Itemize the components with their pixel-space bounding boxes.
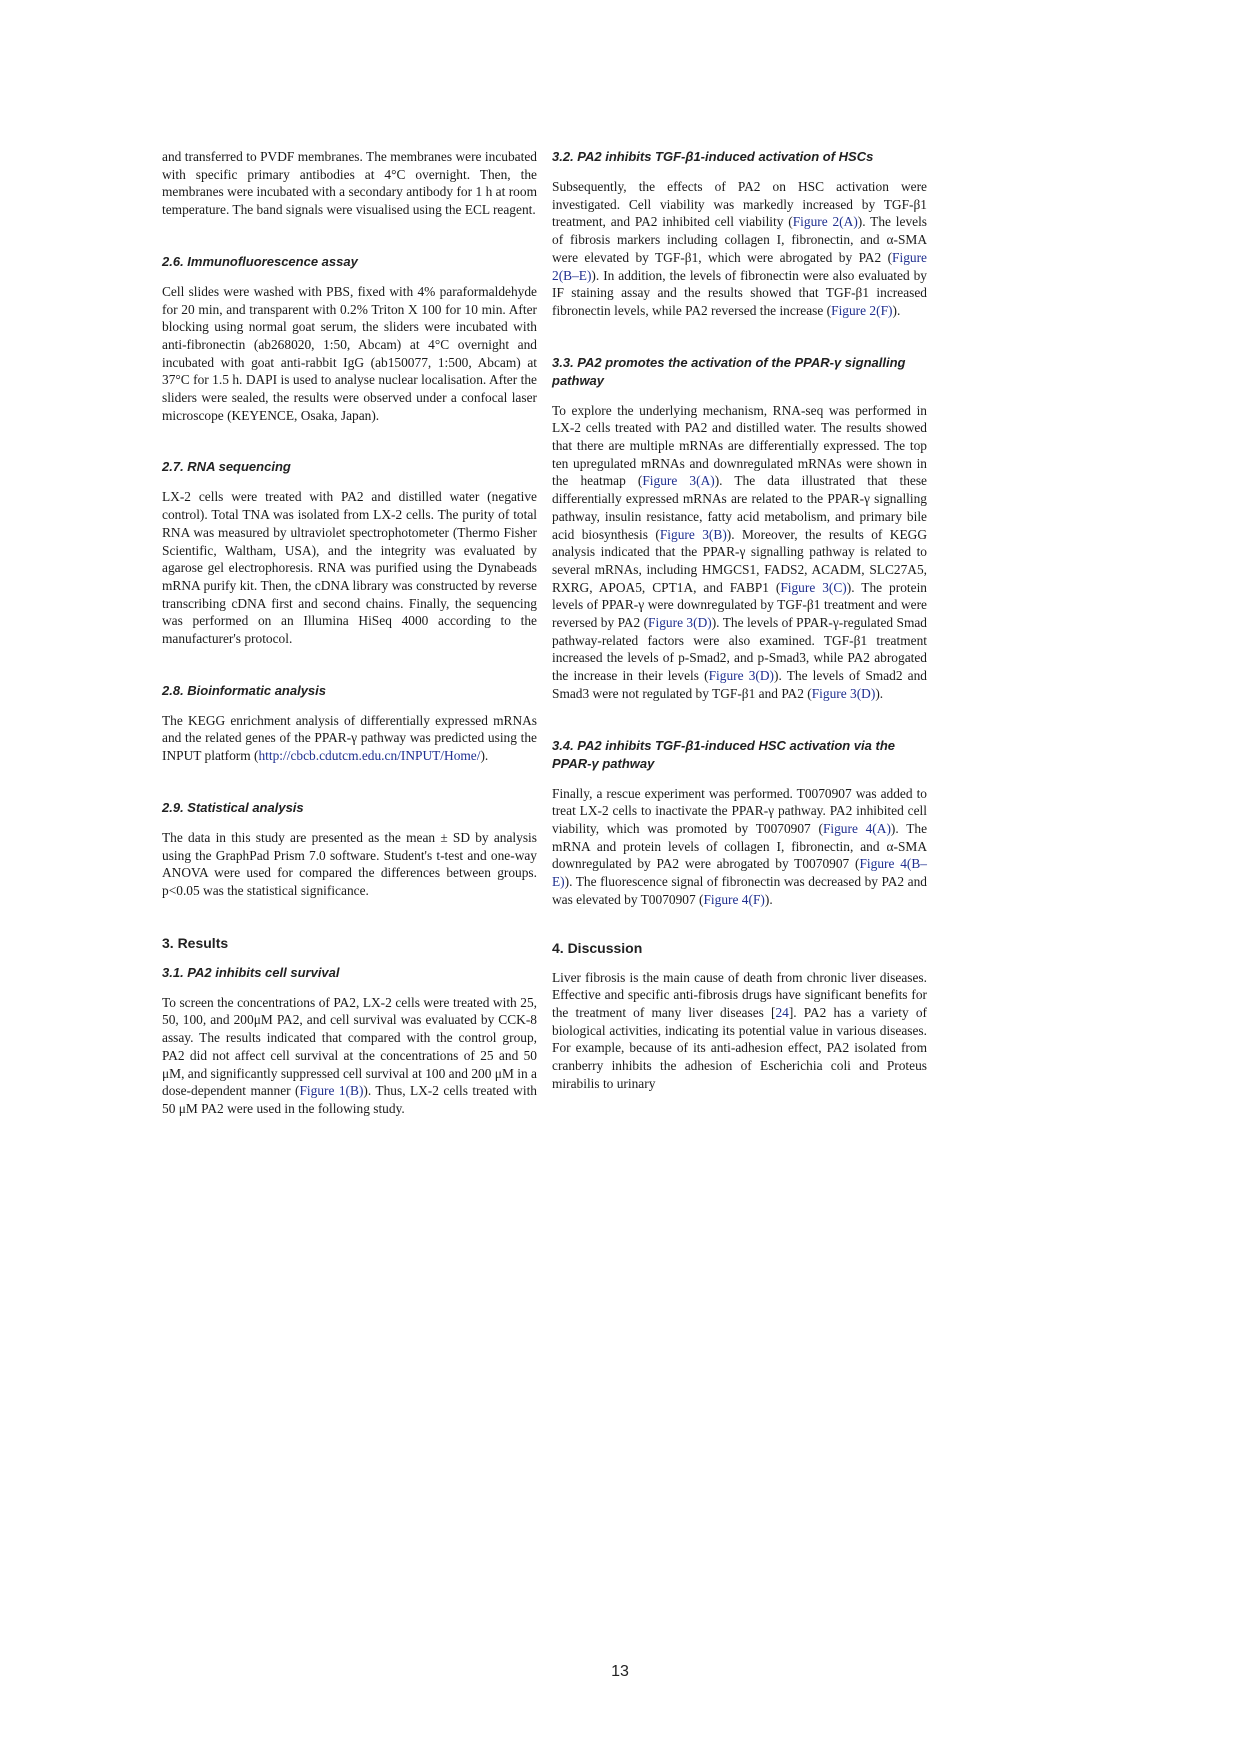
figure-ref-link[interactable]: Figure 4(F) — [703, 891, 765, 907]
figure-ref-link[interactable]: Figure 3(D) — [811, 685, 876, 701]
figure-ref-link[interactable]: Figure 4(A) — [822, 820, 891, 836]
section-3-4-heading: 3.4. PA2 inhibits TGF-β1-induced HSC activation via the PPAR-γ pathway — [552, 737, 895, 771]
figure-ref-link[interactable]: Figure 3(D) — [648, 615, 712, 631]
section-2-9-body: The data in this study are presented as the mean ± SD by analysis using the GraphPad Prism 7.0 software. Student's t-test and one-way ANOVA were used for compared the differences between groups. p<0.05 was the statistical significance. — [162, 829, 537, 898]
input-platform-link[interactable]: http://cbcb.cdutcm.edu.cn/INPUT/Home/ — [258, 748, 481, 764]
section-3-4-body: Finally, a rescue experiment was performed. T0070907 was added to treat LX-2 cells to inactivate the PPAR-γ pathway. PA2 inhibited cell viability, which was promoted by T0070907 (Figure 4(A)). The mRNA and protein levels of collagen I, fibronectin, and α-SMA downregulated by PA2 were abrogated by T0070907 (Figure 4(B–E)). The fluorescence signal of fibronectin was decreased by PA2 and was elevated by T0070907 (Figure 4(F)). — [552, 785, 928, 907]
section-3-3-body: To explore the underlying mechanism, RNA-seq was performed in LX-2 cells treated with PA2 and distilled water. The results showed that there are multiple mRNAs are differentially expressed. The top ten upregulated mRNAs and downregulated mRNAs were shown in the heatmap (Figure 3(A)). The data illustrated that these differentially expressed mRNAs are related to the PPAR-γ signalling pathway, insulin resistance, fatty acid metabolism, and primary bile acid biosynthesis (Figure 3(B)). Moreover, the results of KEGG analysis indicated that the PPAR-γ signalling pathway is related to several mRNAs, including HMGCS1, FADS2, ACADM, SLC27A5, RXRG, APOA5, CPT1A, and FABP1 (Figure 3(C)). The protein levels of PPAR-γ were downregulated by TGF-β1 treatment and were reversed by PA2 (Figure 3(D)). The levels of PPAR-γ-regulated Smad pathway-related factors were also examined. TGF-β1 treatment increased the levels of p-Smad2, and p-Smad3, while PA2 abrogated the increase in their levels (Figure 3(D)). The levels of Smad2 and Smad3 were not regulated by TGF-β1 and PA2 (Figure 3(D)). — [552, 402, 928, 701]
section-3-2-heading: 3.2. PA2 inhibits TGF-β1-induced activation of HSCs — [552, 149, 874, 164]
section-2-7-body: LX-2 cells were treated with PA2 and distilled water (negative control). Total TNA was isolated from LX-2 cells. The purity of total RNA was measured by ultraviolet spectrophotometer (Thermo Fisher Scientific, Waltham, USA), and the integrity was evaluated by agarose gel electrophoresis. RNA was purified using the Dynabeads mRNA purify kit. Then, the cDNA library was constructed by reverse transcribing cDNA first and second chains. Finally, the sequencing was performed on an Illumina HiSeq 4000 according to the manufacturer's protocol. — [162, 489, 537, 647]
right-column — [552, 148, 927, 1092]
figure-ref-link[interactable]: Figure 4(B–E) — [552, 856, 927, 890]
figure-ref-link[interactable]: Figure 2(F) — [831, 302, 893, 318]
section-3-3-heading: 3.3. PA2 promotes the activation of the PPAR-γ signalling pathway — [552, 354, 906, 388]
section-2-9-heading: 2.9. Statistical analysis — [162, 799, 304, 815]
figure-ref-link[interactable]: Figure 3(C) — [780, 579, 847, 595]
section-3-2-body: Subsequently, the effects of PA2 on HSC activation were investigated. Cell viability was markedly increased by TGF-β1 treatment, and PA2 inhibited cell viability (Figure 2(A)). The levels of fibrosis markers including collagen I, fibronectin, and α-SMA were elevated by TGF-β1, which were abrogated by PA2 (Figure 2(B–E)). In addition, the levels of fibronectin were also evaluated by IF staining assay and the results showed that TGF-β1 increased fibronectin levels, while PA2 reversed the increase (Figure 2(F)). — [552, 179, 928, 318]
section-4-body: Liver fibrosis is the main cause of death from chronic liver diseases. Effective and specific anti-fibrosis drugs have significant benefits for the treatment of many liver diseases [24]. PA2 has a variety of biological activities, indicating its potential value in various diseases. For example, because of its anti-adhesion effect, PA2 isolated from cranberry inhibits the adhesion of Escherichia coli and Proteus mirabilis to urinary — [552, 969, 927, 1091]
intro-paragraph: and transferred to PVDF membranes. The membranes were incubated with specific primary antibodies at 4°C overnight. Then, the membranes were incubated with a secondary antibody for 1 h at room temperature. The band signals were visualised using the ECL reagent. — [162, 149, 537, 218]
section-3-1-heading: 3.1. PA2 inhibits cell survival — [162, 964, 340, 980]
left-column — [162, 148, 537, 1118]
figure-ref-link[interactable]: Figure 2(B–E) — [552, 249, 927, 283]
section-2-8-heading: 2.8. Bioinformatic analysis — [162, 682, 327, 698]
figure-ref-link[interactable]: Figure 3(B) — [659, 526, 727, 542]
section-3-heading: 3. Results — [162, 934, 229, 951]
section-2-8-body: The KEGG enrichment analysis of differentially expressed mRNAs and the related genes of the PPAR-γ pathway was predicted using the INPUT platform (http://cbcb.cdutcm.edu.cn/INPUT/Home/). — [162, 712, 537, 764]
page-number: 13 — [611, 1663, 629, 1680]
figure-ref-link[interactable]: Figure 1(B) — [299, 1083, 364, 1099]
section-2-6-heading: 2.6. Immunofluorescence assay — [162, 253, 358, 269]
section-2-7-heading: 2.7. RNA sequencing — [162, 459, 291, 475]
figure-ref-link[interactable]: Figure 3(D) — [708, 668, 774, 684]
citation-ref-link[interactable]: 24 — [775, 1004, 789, 1020]
section-3-1-body: To screen the concentrations of PA2, LX-2 cells were treated with 25, 50, 100, and 200μM PA2, and cell survival was evaluated by CCK-8 assay. The results indicated that compared with the control group, PA2 did not affect cell survival at the concentrations of 25 and 50 μM, and significantly suppressed cell survival at 100 and 200 μM in a dose-dependent manner (Figure 1(B)). Thus, LX-2 cells treated with 50 μM PA2 were used in the following study. — [162, 994, 537, 1116]
figure-ref-link[interactable]: Figure 3(A) — [642, 473, 715, 489]
figure-ref-link[interactable]: Figure 2(A) — [792, 214, 858, 230]
section-2-6-body: Cell slides were washed with PBS, fixed with 4% paraformaldehyde for 20 min, and transparent with 0.2% Triton X 100 for 10 min. After blocking using normal goat serum, the sliders were incubated with anti-fibronectin (ab268020, 1:50, Abcam) at 4°C overnight and incubated with goat anti-rabbit IgG (ab150077, 1:500, Abcam) at 37°C for 1.5 h. DAPI is used to analyse nuclear localisation. After the sliders were sealed, the results were observed under a confocal laser microscope (KEYENCE, Osaka, Japan). — [162, 283, 537, 423]
section-4-heading: 4. Discussion — [552, 939, 643, 956]
